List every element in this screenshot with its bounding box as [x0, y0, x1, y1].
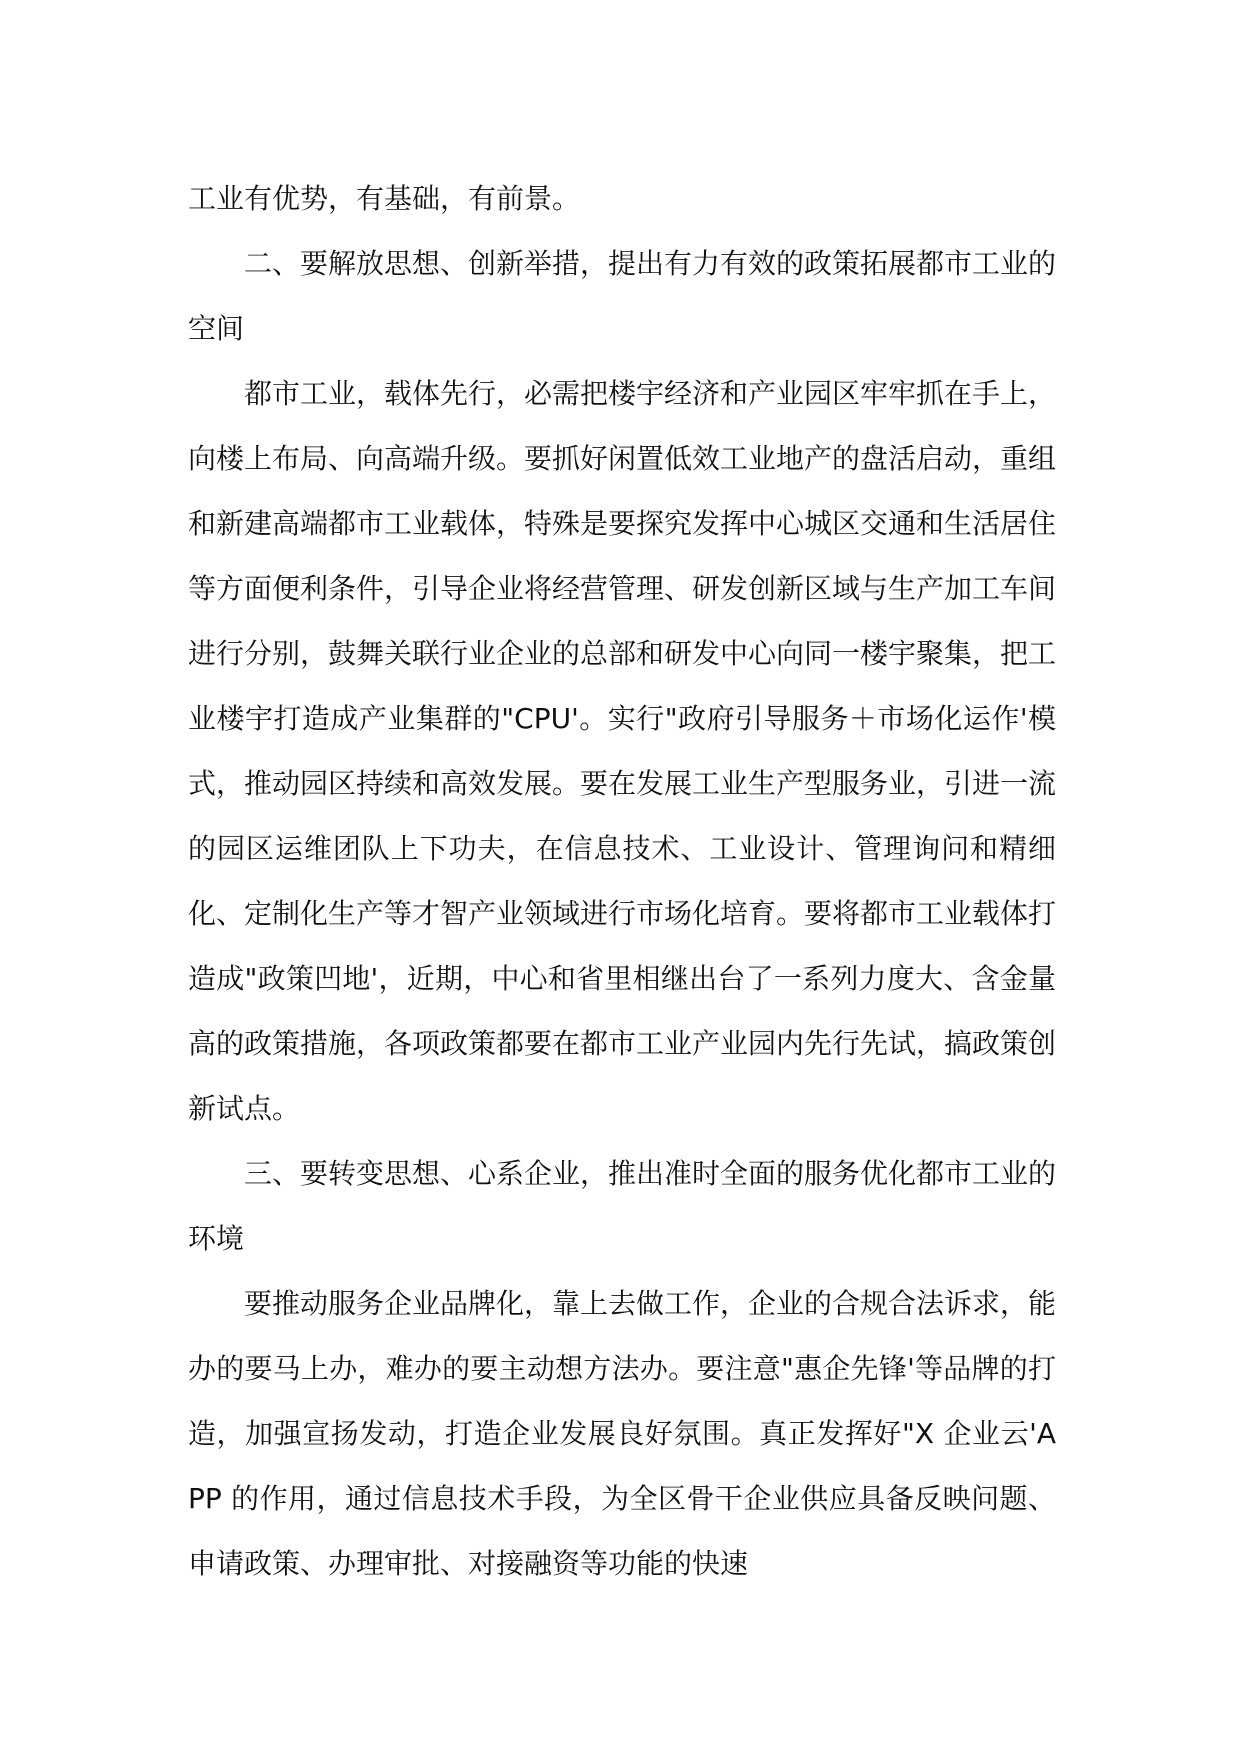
paragraph-enterprise-service: 要推动服务企业品牌化，靠上去做工作，企业的合规合法诉求，能办的要马上办，难办的要主动想方法办。要注意"惠企先锋'等品牌的打造，加强宣扬发动，打造企业发展良好氛围。真正发挥好"X 企业云'APP 的作用，通过信息技术手段，为全区骨干企业供应具备反映问题、申请政策、办理审批、对接融资等功能的快速 — [188, 1287, 1057, 1580]
section-heading-three: 三、要转变思想、心系企业，推出准时全面的服务优化都市工业的环境 — [188, 1157, 1057, 1255]
paragraph-urban-industry-carrier: 都市工业，载体先行，必需把楼宇经济和产业园区牢牢抓在手上，向楼上布局、向高端升级。要抓好闲置低效工业地产的盘活启动，重组和新建高端都市工业载体，特殊是要探究发挥中心城区交通和生活居住等方面便利条件，引导企业将经营管理、研发创新区域与生产加工车间进行分别，鼓舞关联行业企业的总部和研发中心向同一楼宇聚集，把工业楼宇打造成产业集群的"CPU'。实行"政府引导服务＋市场化运作'模式，推动园区持续和高效发展。要在发展工业生产型服务业，引进一流的园区运维团队上下功夫，在信息技术、工业设计、管理询问和精细化、定制化生产等才智产业领域进行市场化培育。要将都市工业载体打造成"政策凹地'，近期，中心和省里相继出台了一系列力度大、含金量高的政策措施，各项政策都要在都市工业产业园内先行先试，搞政策创新试点。 — [188, 377, 1057, 1125]
section-heading-two: 二、要解放思想、创新举措，提出有力有效的政策拓展都市工业的空间 — [188, 247, 1057, 345]
paragraph-continuation: 工业有优势，有基础，有前景。 — [188, 182, 581, 215]
document-body — [188, 166, 1056, 1596]
